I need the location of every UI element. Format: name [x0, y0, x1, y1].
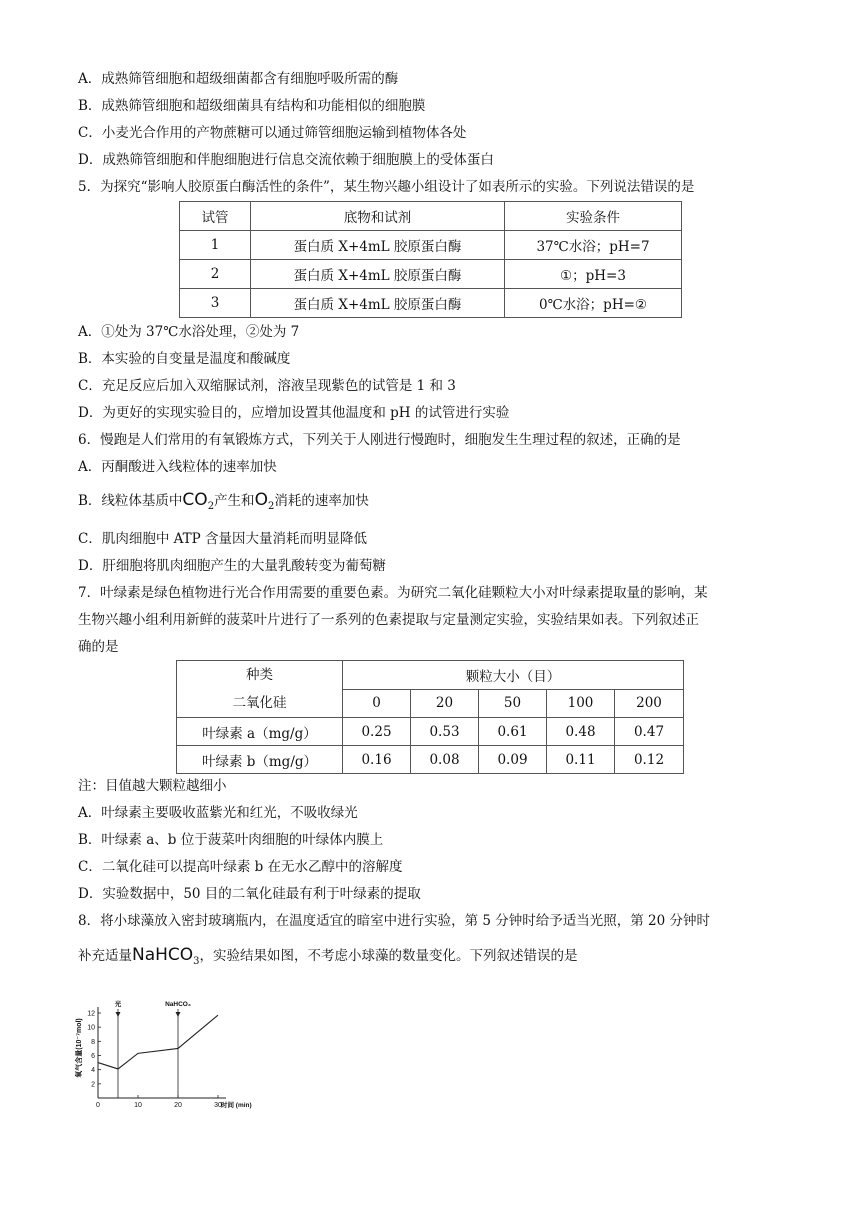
q7-table	[176, 660, 684, 774]
table-corner-cell	[177, 661, 343, 718]
table-row	[180, 289, 682, 318]
q6-option-b-prefix: B．线粒体基质中	[78, 493, 183, 509]
table-header-cell: 实验条件	[505, 202, 682, 231]
q7-option-b: B．叶绿素 a、b 位于菠菜叶肉细胞的叶绿体内膜上	[78, 832, 384, 848]
o2-subscript: 2	[267, 501, 275, 512]
event-marker-label: 光	[114, 1001, 122, 1008]
table-cell: 0.48	[547, 718, 615, 746]
q7-option-d: D．实验数据中，50 目的二氧化硅最有利于叶绿素的提取	[78, 886, 421, 902]
x-tick-label: 20	[174, 1102, 182, 1109]
q7-option-a: A．叶绿素主要吸收蓝紫光和红光，不吸收绿光	[78, 805, 358, 821]
q6-option-b-mid: 产生和	[214, 493, 255, 509]
y-axis-label: 氧气含量(10⁻⁷mol)	[76, 1018, 83, 1078]
table-header-cell: 20	[411, 689, 479, 718]
q5-option-b: B．本实验的自变量是温度和酸碱度	[78, 351, 291, 367]
oxygen-series-line	[98, 1015, 218, 1069]
nahco3-subscript: 3	[193, 956, 200, 967]
q6-stem: 6．慢跑是人们常用的有氧锻炼方式，下列关于人刚进行慢跑时，细胞发生生理过程的叙述，正确的是	[78, 432, 681, 448]
chart-plot-area	[87, 999, 252, 1109]
table-header-cell: 0	[343, 689, 411, 718]
down-arrow-icon	[176, 1012, 181, 1017]
y-tick-label: 12	[87, 1010, 95, 1018]
table-cell: 0.47	[615, 718, 684, 746]
y-tick-label: 8	[91, 1038, 95, 1046]
y-tick-label: 2	[91, 1081, 95, 1089]
table-header-row	[180, 202, 682, 231]
down-arrow-icon	[116, 1012, 121, 1017]
event-marker-label: NaHCO₃	[165, 1001, 191, 1008]
q7-stem-line3: 确的是	[78, 639, 119, 655]
table-row	[180, 231, 682, 260]
q4-option-c: C．小麦光合作用的产物蔗糖可以通过筛管细胞运输到植物体各处	[78, 125, 467, 141]
table-cell: 2	[180, 260, 251, 289]
corner-top-label: 种类	[246, 667, 273, 683]
nahco3-formula: NaHCO	[132, 945, 194, 965]
table-row-label: 叶绿素 a（mg/g）	[177, 718, 343, 746]
table-cell: 蛋白质 X+4mL 胶原蛋白酶	[251, 260, 505, 289]
q8-stem-suffix: ，实验结果如图，不考虑小球藻的数量变化。下列叙述错误的是	[199, 948, 578, 964]
q7-note: 注：目值越大颗粒越细小	[78, 778, 227, 794]
y-tick-label: 10	[87, 1024, 95, 1032]
q8-stem-prefix: 补充适量	[78, 948, 132, 964]
table-cell: 蛋白质 X+4mL 胶原蛋白酶	[251, 289, 505, 318]
q7-option-c: C．二氧化硅可以提高叶绿素 b 在无水乙醇中的溶解度	[78, 859, 403, 875]
table-cell: 3	[180, 289, 251, 318]
corner-bottom-label: 二氧化硅	[232, 695, 287, 711]
table-cell: 0.53	[411, 718, 479, 746]
table-header-row	[177, 661, 684, 690]
q5-option-d: D．为更好的实现实验目的，应增加设置其他温度和 pH 的试管进行实验	[78, 405, 510, 421]
table-row	[180, 260, 682, 289]
o2-formula: O	[254, 490, 268, 510]
table-row	[177, 718, 684, 746]
table-cell: 0.16	[343, 746, 411, 774]
table-cell: 0℃水浴；pH=②	[505, 289, 682, 318]
table-cell: 37℃水浴；pH=7	[505, 231, 682, 260]
q5-stem: 5．为探究“影响人胶原蛋白酶活性的条件”，某生物兴趣小组设计了如表所示的实验。下列说法错误的是	[78, 179, 695, 195]
oxygen-chart	[72, 988, 252, 1113]
q7-stem-line2: 生物兴趣小组利用新鲜的菠菜叶片进行了一系列的色素提取与定量测定实验，实验结果如表。下列叙述正	[78, 612, 699, 628]
x-axis-label: 时间 (min)	[221, 1102, 252, 1109]
table-header-cell: 试管	[180, 202, 251, 231]
q5-table	[179, 201, 682, 318]
table-header-cell: 50	[479, 689, 547, 718]
q5-option-a: A．①处为 37℃水浴处理，②处为 7	[78, 324, 300, 340]
table-cell: 0.12	[615, 746, 684, 774]
table-cell: 0.08	[411, 746, 479, 774]
table-cell: 0.61	[479, 718, 547, 746]
table-header-cell: 底物和试剂	[251, 202, 505, 231]
q6-option-d: D．肝细胞将肌肉细胞产生的大量乳酸转变为葡萄糖	[78, 558, 386, 574]
table-group-header: 颗粒大小（目）	[343, 661, 684, 690]
q6-option-b-suffix: 消耗的速率加快	[274, 493, 369, 509]
table-cell: 0.09	[479, 746, 547, 774]
table-cell: 蛋白质 X+4mL 胶原蛋白酶	[251, 231, 505, 260]
y-tick-label: 4	[91, 1067, 95, 1075]
q6-option-a: A．丙酮酸进入线粒体的速率加快	[78, 459, 277, 475]
table-header-cell: 100	[547, 689, 615, 718]
q8-stem-line2	[78, 945, 578, 968]
table-row-label: 叶绿素 b（mg/g）	[177, 746, 343, 774]
q4-option-a: A．成熟筛管细胞和超级细菌都含有细胞呼吸所需的酶	[78, 71, 399, 87]
table-cell: 1	[180, 231, 251, 260]
q8-stem-line1: 8．将小球藻放入密封玻璃瓶内，在温度适宜的暗室中进行实验，第 5 分钟时给予适当光照，第 20 分钟时	[78, 913, 711, 929]
q7-stem-line1: 7．叶绿素是绿色植物进行光合作用需要的重要色素。为研究二氧化硅颗粒大小对叶绿素提取量的影响，某	[78, 585, 708, 601]
co2-subscript: 2	[207, 501, 215, 512]
table-cell: 0.11	[547, 746, 615, 774]
q5-option-c: C．充足反应后加入双缩脲试剂，溶液呈现紫色的试管是 1 和 3	[78, 378, 456, 394]
table-row	[177, 746, 684, 774]
y-tick-label: 6	[91, 1053, 95, 1060]
q4-option-d: D．成熟筛管细胞和伴胞细胞进行信息交流依赖于细胞膜上的受体蛋白	[78, 152, 494, 168]
table-header-cell: 200	[615, 689, 684, 718]
q4-option-b: B．成熟筛管细胞和超级细菌具有结构和功能相似的细胞膜	[78, 98, 426, 114]
x-tick-label: 30	[214, 1102, 222, 1109]
x-tick-label: 0	[96, 1102, 100, 1109]
x-tick-label: 10	[134, 1102, 142, 1109]
q6-option-c: C．肌肉细胞中 ATP 含量因大量消耗而明显降低	[78, 531, 368, 547]
q6-option-b	[78, 490, 369, 513]
table-cell: 0.25	[343, 718, 411, 746]
co2-formula: CO	[182, 490, 208, 510]
table-cell: ①；pH=3	[505, 260, 682, 289]
